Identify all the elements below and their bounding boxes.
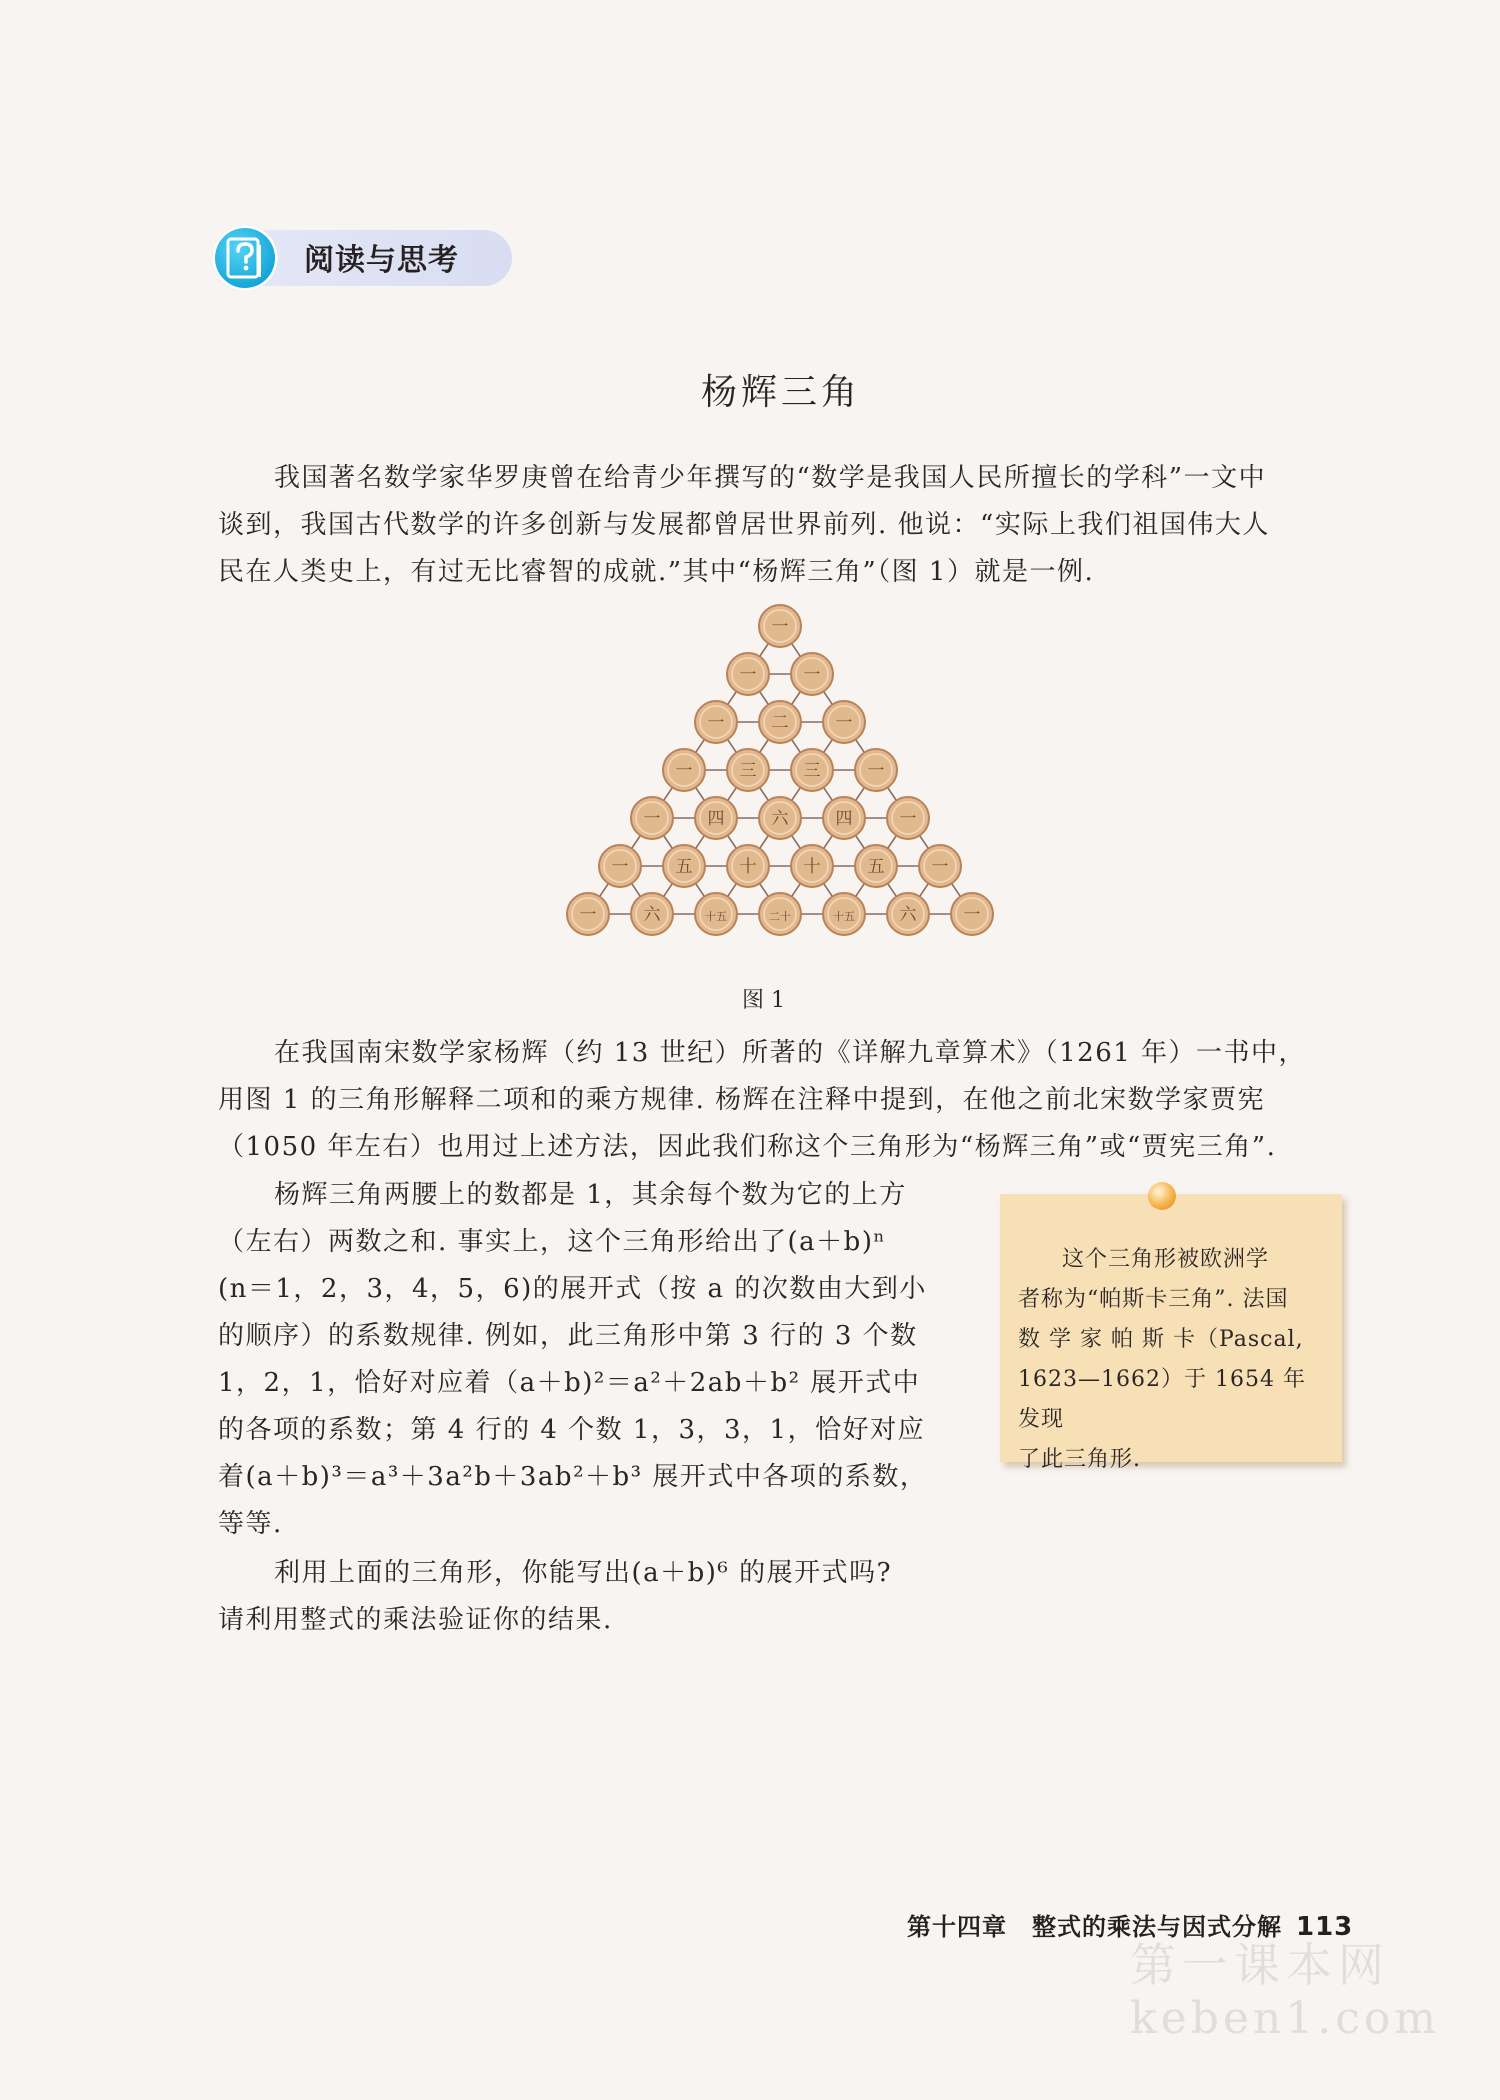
node-label: 十五 bbox=[833, 910, 855, 923]
note-line: 了此三角形. bbox=[1018, 1447, 1141, 1472]
paragraph-line: 杨辉三角两腰上的数都是 1，其余每个数为它的上方 bbox=[274, 1180, 907, 1210]
node-label: 四 bbox=[835, 809, 853, 829]
triangle-node bbox=[855, 749, 897, 791]
node-label: 二 bbox=[771, 713, 789, 733]
triangle-node bbox=[887, 893, 929, 935]
node-label: 一 bbox=[739, 665, 757, 685]
triangle-node bbox=[695, 893, 737, 935]
node-label: 十五 bbox=[705, 910, 727, 923]
triangle-node bbox=[951, 893, 993, 935]
node-label: 一 bbox=[579, 905, 597, 925]
paragraph-line: 的顺序）的系数规律. 例如，此三角形中第 3 行的 3 个数 bbox=[218, 1321, 918, 1351]
triangle-node bbox=[727, 653, 769, 695]
triangle-node bbox=[791, 749, 833, 791]
paragraph-line: (n＝1，2，3，4，5，6)的展开式（按 a 的次数由大到小 bbox=[218, 1274, 927, 1304]
paragraph-line: 请利用整式的乘法验证你的结果. bbox=[218, 1605, 613, 1635]
triangle-node bbox=[759, 893, 801, 935]
paragraph-line: （左右）两数之和. 事实上，这个三角形给出了(a＋b)ⁿ bbox=[218, 1227, 887, 1257]
node-label: 十 bbox=[803, 857, 821, 877]
node-label: 一 bbox=[675, 761, 693, 781]
history-paragraph bbox=[218, 1030, 1348, 1171]
node-label: 四 bbox=[707, 809, 725, 829]
node-label: 一 bbox=[643, 809, 661, 829]
node-label: 一 bbox=[771, 617, 789, 637]
paragraph-line: 利用上面的三角形，你能写出(a＋b)⁶ 的展开式吗? bbox=[274, 1558, 893, 1588]
triangle-node bbox=[759, 701, 801, 743]
triangle-line bbox=[684, 770, 780, 914]
node-label: 六 bbox=[643, 905, 661, 925]
triangle-node bbox=[599, 845, 641, 887]
triangle-node bbox=[631, 893, 673, 935]
triangle-node bbox=[695, 701, 737, 743]
triangle-node bbox=[663, 749, 705, 791]
triangle-node bbox=[695, 797, 737, 839]
note-line: 1623—1662）于 1654 年发现 bbox=[1018, 1367, 1306, 1432]
node-label: 五 bbox=[675, 857, 693, 877]
watermark bbox=[1130, 1938, 1440, 2046]
watermark-text: 第一课本网 bbox=[1130, 1938, 1390, 1992]
page-footer bbox=[907, 1907, 1353, 1942]
paragraph-line: 着(a＋b)³＝a³＋3a²b＋3ab²＋b³ 展开式中各项的系数， bbox=[218, 1462, 928, 1492]
paragraph-line: 在我国南宋数学家杨辉（约 13 世纪）所著的《详解九章算术》（1261 年）一书中， bbox=[274, 1038, 1307, 1068]
triangle-node bbox=[631, 797, 673, 839]
paragraph-line: 我国著名数学家华罗庚曾在给青少年撰写的“数学是我国人民所擅长的学科”一文中 bbox=[274, 463, 1267, 493]
node-label: 六 bbox=[899, 905, 917, 925]
triangle-node bbox=[791, 653, 833, 695]
paragraph-line: 的各项的系数；第 4 行的 4 个数 1，3，3，1，恰好对应 bbox=[218, 1415, 926, 1445]
article-title: 杨辉三角 bbox=[700, 372, 861, 413]
triangle-node bbox=[567, 893, 609, 935]
paragraph-line: 民在人类史上，有过无比睿智的成就.”其中“杨辉三角”（图 1）就是一例. bbox=[218, 557, 1095, 587]
node-label: 一 bbox=[931, 857, 949, 877]
triangle-node bbox=[759, 605, 801, 647]
pushpin-icon bbox=[1148, 1182, 1176, 1210]
triangle-node bbox=[887, 797, 929, 839]
node-label: 一 bbox=[835, 713, 853, 733]
triangle-node bbox=[823, 893, 865, 935]
paragraph-line: （1050 年左右）也用过上述方法，因此我们称这个三角形为“杨辉三角”或“贾宪三角”. bbox=[218, 1132, 1277, 1162]
node-label: 一 bbox=[707, 713, 725, 733]
node-label: 六 bbox=[771, 809, 789, 829]
watermark-url: keben1.com bbox=[1130, 1993, 1441, 2044]
triangle-node bbox=[823, 797, 865, 839]
triangle-lines bbox=[588, 626, 972, 914]
paragraph-line: 等等. bbox=[218, 1509, 283, 1539]
triangle-node bbox=[855, 845, 897, 887]
triangle-node bbox=[919, 845, 961, 887]
note-line: 数 学 家 帕 斯 卡（Pascal, bbox=[1018, 1327, 1304, 1352]
triangle-node bbox=[727, 845, 769, 887]
explanation-paragraph bbox=[218, 1172, 938, 1548]
paragraph-line: 谈到，我国古代数学的许多创新与发展都曾居世界前列. 他说：“实际上我们祖国伟大人 bbox=[218, 510, 1270, 540]
node-label: 一 bbox=[899, 809, 917, 829]
chapter-title: 第十四章 整式的乘法与因式分解 bbox=[907, 1913, 1282, 1941]
paragraph-line: 用图 1 的三角形解释二项和的乘方规律. 杨辉在注释中提到，在他之前北宋数学家贾宪 bbox=[218, 1085, 1266, 1115]
node-label: 十 bbox=[739, 857, 757, 877]
question-paragraph bbox=[218, 1550, 938, 1644]
note-line: 者称为“帕斯卡三角”. 法国 bbox=[1018, 1287, 1289, 1312]
node-label: 二十 bbox=[769, 910, 791, 923]
paragraph-line: 1，2，1，恰好对应着（a＋b)²＝a²＋2ab＋b² 展开式中 bbox=[218, 1368, 921, 1398]
node-label: 五 bbox=[867, 857, 885, 877]
node-label: 一 bbox=[803, 665, 821, 685]
figure-caption: 图 1 bbox=[742, 988, 785, 1013]
triangle-node bbox=[759, 797, 801, 839]
side-note-text bbox=[1018, 1240, 1328, 1480]
section-badge-label: 阅读与思考 bbox=[304, 243, 459, 278]
note-line: 这个三角形被欧洲学 bbox=[1062, 1247, 1270, 1272]
triangle-node bbox=[791, 845, 833, 887]
triangle-node bbox=[823, 701, 865, 743]
page-number: 113 bbox=[1296, 1912, 1354, 1942]
triangle-line bbox=[780, 770, 876, 914]
node-label: 一 bbox=[611, 857, 629, 877]
yang-hui-triangle-figure bbox=[0, 0, 1500, 1000]
node-label: 一 bbox=[867, 761, 885, 781]
node-label: 三 bbox=[803, 761, 821, 781]
triangle-node bbox=[663, 845, 705, 887]
node-label: 三 bbox=[739, 761, 757, 781]
node-label: 一 bbox=[963, 905, 981, 925]
triangle-node bbox=[727, 749, 769, 791]
